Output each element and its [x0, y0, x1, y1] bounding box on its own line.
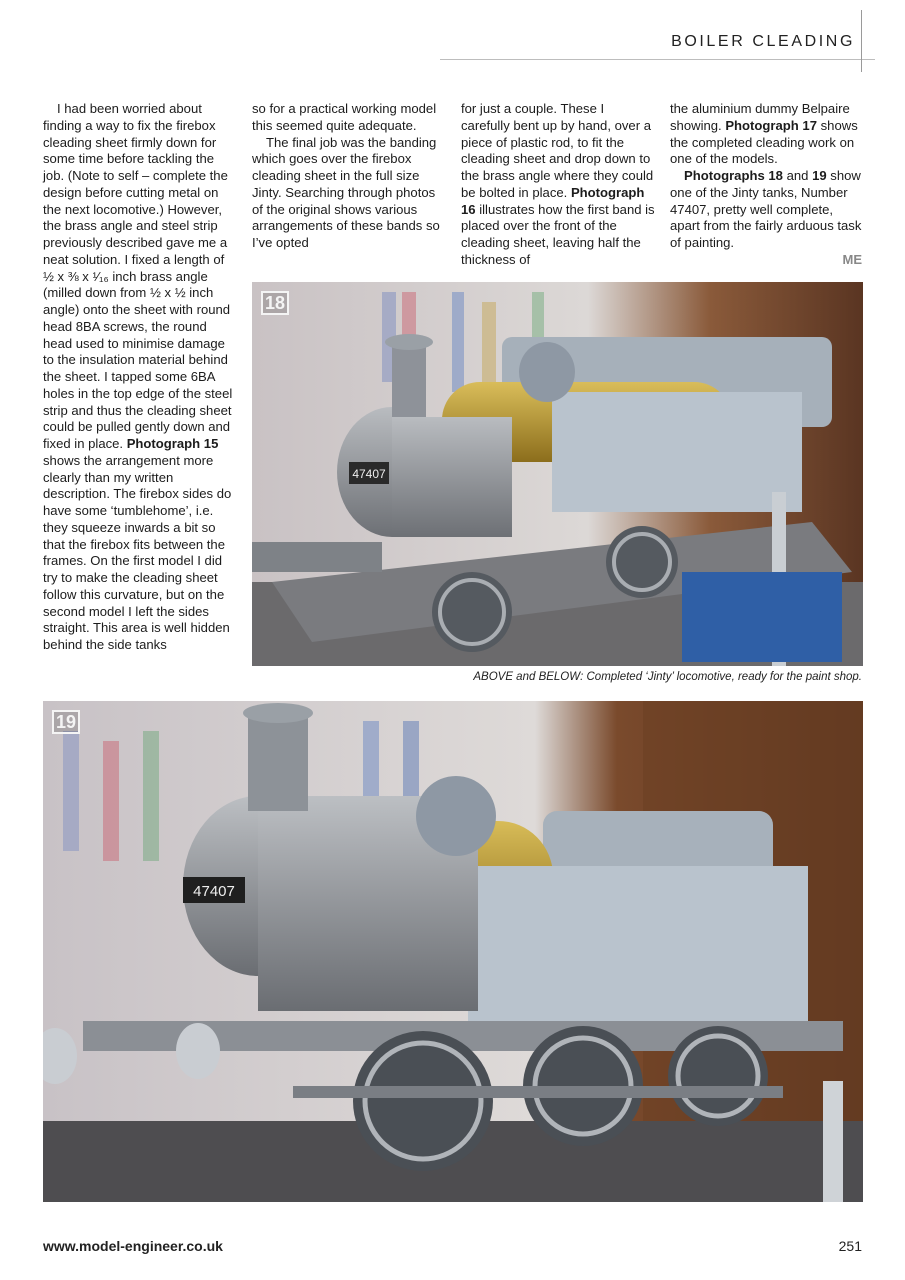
article-column-3 — [461, 101, 656, 269]
smokebox-number-plate-18: 47407 — [352, 467, 386, 481]
col2-paragraph-2: The final job was the banding which goes over the firebox cleading sheet in the full size Jinty. Searching through photos of the original shows various arrangements of these bands so I’ve opted — [252, 134, 440, 250]
photo-18 — [252, 282, 863, 666]
photo-ref-19: 19 — [812, 168, 827, 183]
photo-ref-16: Photograph 16 — [461, 184, 645, 217]
header-rule — [440, 59, 875, 60]
article-column-1 — [43, 101, 238, 654]
photo-ref-17: Photograph 17 — [725, 117, 817, 133]
photo-19-number-badge: 19 — [52, 710, 80, 734]
col4-paragraph-2: Photographs 18 and 19 show one of the Jinty tanks, Number 47407, pretty well complete, apart from the fairly arduous task of painting. — [670, 168, 862, 250]
photo-caption: ABOVE and BELOW: Completed ‘Jinty’ locomotive, ready for the paint shop. — [473, 671, 862, 683]
article-column-4 — [670, 101, 865, 252]
article-column-2 — [252, 101, 447, 252]
photo-ref-15: Photograph 15 — [126, 436, 219, 451]
col1-paragraph-1: I had been worried about finding a way to fix the firebox cleading sheet firmly down for some time before tackling the job. (Note to self – complete the design before cutting metal on the next locomotive.) However, the brass angle and steel strip previously described gave me a neat solution. I fixed a length of ½ x ⅜ x ¹⁄₁₆ inch brass angle (milled down from ½ x ½ inch angle) onto the sheet with round head 8BA screws, the round head used to minimise damage to the insulation material behind the sheet. I tapped some 6BA holes in the top edge of the steel strip and thus the cleading sheet could be pulled gently down and fixed in place. Photograph 15 shows the arrangement more clearly than my written description. The firebox sides do have some ‘tumblehome’, i.e. they squeeze inwards a bit so that the firebox fits between the frames. On the first model I did try to make the cleading sheet follow this curvature, but on the second model I left the sides straight. This area is well hidden behind the side tanks — [43, 101, 233, 652]
smokebox-number-plate-19: 47407 — [193, 883, 235, 900]
col3-paragraph-1: for just a couple. These I carefully bent up by hand, over a piece of plastic rod, to fit the cleading sheet and drop down to the brass angle where they could be bolted in place. Photograph 16 illustrates how the first band is placed over the front of the cleading sheet, leaving half the thickness of — [461, 101, 655, 267]
col2-paragraph-1: so for a practical working model this seemed quite adequate. — [252, 101, 437, 133]
header-corner-mark — [861, 10, 862, 72]
locomotive-illustration-18 — [252, 282, 863, 666]
photo-ref-18: Photographs 18 — [684, 168, 783, 183]
col4-paragraph-1: the aluminium dummy Belpaire showing. Photograph 17 shows the completed cleading work on one of the models. — [670, 101, 858, 167]
article-signoff: ME — [842, 252, 862, 267]
locomotive-illustration-19 — [43, 701, 863, 1202]
photo-18-number-badge: 18 — [261, 291, 289, 315]
footer-website-url: www.model-engineer.co.uk — [43, 1238, 223, 1254]
section-title: BOILER CLEADING — [671, 33, 855, 50]
photo-19 — [43, 701, 863, 1202]
page-number: 251 — [838, 1238, 862, 1254]
